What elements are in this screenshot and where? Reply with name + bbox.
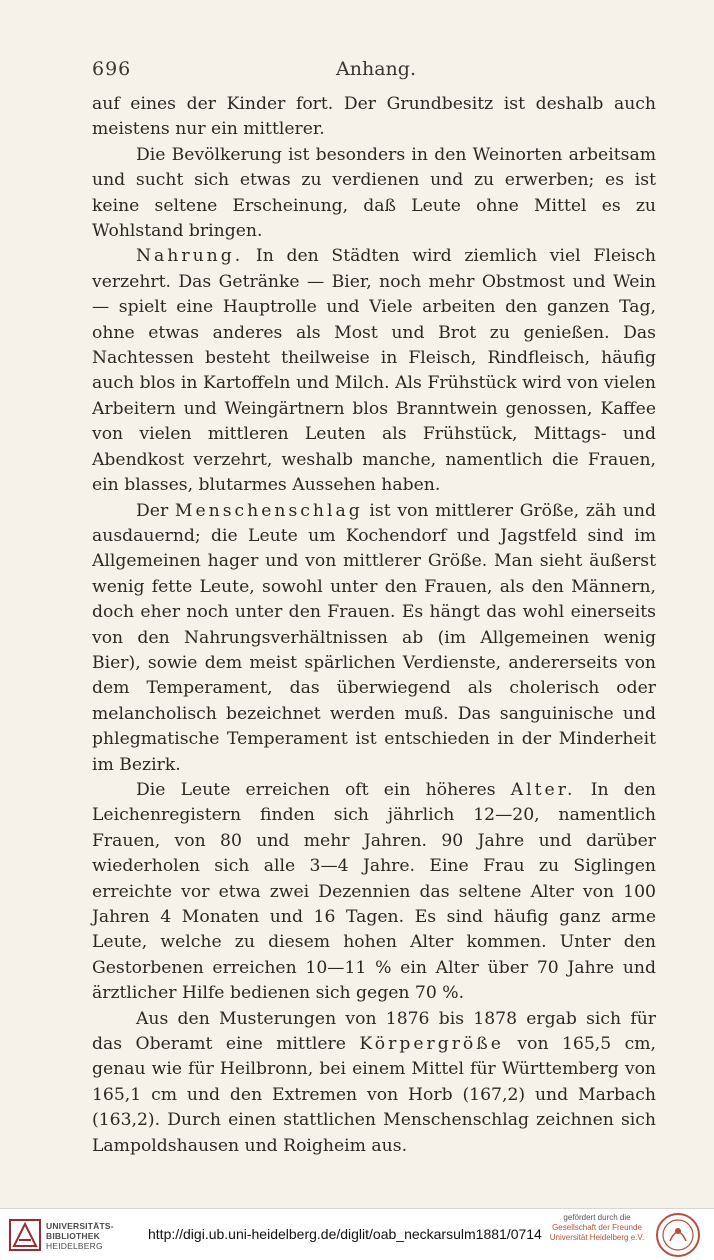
paragraph xyxy=(92,92,656,143)
funded-label: gefördert durch die xyxy=(563,1213,631,1222)
permalink-url[interactable]: http://digi.ub.uni-heidelberg.de/diglit/oab_neckarsulm1881/0714 xyxy=(148,1226,542,1242)
paragraph xyxy=(92,499,656,778)
text-segment: auf eines der Kinder fort. Der Grundbesitz ist deshalb auch meistens nur ein mittlerer. xyxy=(92,94,656,140)
text-segment: Die Leute erreichen oft ein höheres xyxy=(136,779,511,800)
text-segment: Der xyxy=(136,500,175,521)
text-segment: von 165,5 cm, genau wie für Heilbronn, bei einem Mittel für Württemberg von 165,1 cm und den Extremen von Horb (167,2) und Marbach (163,2). Durch einen stattlichen Menschenschlag zeichnen sich Lampoldshausen und Roigheim aus. xyxy=(92,1034,656,1156)
funder-line2: Universität Heidelberg e.V. xyxy=(549,1233,645,1242)
text-segment: In den Städten wird ziemlich viel Fleisch verzehrt. Das Getränke — Bier, noch mehr Obstmost und Wein — spielt eine Hauptrolle und Viele arbeiten den ganzen Tag, ohne etwas anderes als Most und Brot zu genießen. Das Nachtessen besteht theilweise in Fleisch, Rindfleisch, häufig auch blos in Kartoffeln und Milch. Als Frühstück wird von vielen Arbeitern und Weingärtnern blos Branntwein genossen, Kaffee von vielen mittleren Leuten als Frühstück, Mittags- und Abendkost verzehrt, weshalb manche, namentlich die Frauen, ein blasses, blutarmes Aussehen haben. xyxy=(92,246,656,496)
spaced-keyword: Nahrung. xyxy=(136,246,244,267)
page-body-text xyxy=(92,92,656,1159)
running-head: Anhang. xyxy=(336,58,416,80)
page-header xyxy=(92,58,660,88)
paragraph xyxy=(92,244,656,498)
text-segment: ist von mittlerer Größe, zäh und ausdauernd; die Leute um Kochendorf und Jagstfeld sind im Allgemeinen hager und von mittlerer Größe. Man sieht äußerst wenig fette Leute, sowohl unter den Frauen, als den Männern, doch eher noch unter den Frauen. Es hängt das wohl einerseits von den Nahrungsverhältnissen ab (im Allgemeinen wenig Bier), sowie dem meist spärlichen Verdienste, andererseits von dem Temperament, das überwiegend als cholerisch oder melancholisch bezeichnet werden muß. Das sanguinische und phlegmatische Temperament ist entschieden in der Minderheit im Bezirk. xyxy=(92,500,656,775)
paragraph xyxy=(92,778,656,1007)
library-name-line2: BIBLIOTHEK xyxy=(46,1231,100,1241)
text-segment: In den Leichenregistern finden sich jährlich 12—20, namentlich Frauen, von 80 und mehr Jahren. 90 Jahre und darüber wiederholen sich alle 3—4 Jahre. Eine Frau zu Siglingen erreichte vor etwa zwei Dezennien das seltene Alter von 100 Jahren 4 Monaten und 16 Tagen. Es sind häufig ganz arme Leute, welche zu diesem hohen Alter kommen. Unter den Gestorbenen erreichen 10—11 % ein Alter über 70 Jahre und ärztlicher Hilfe bedienen sich gegen 70 %. xyxy=(92,779,656,1004)
paragraph xyxy=(92,143,656,245)
library-name-line3: HEIDELBERG xyxy=(46,1241,103,1251)
university-library-logo-icon xyxy=(8,1218,42,1252)
spaced-keyword: Körpergröße xyxy=(359,1034,504,1055)
university-seal-icon xyxy=(654,1211,702,1259)
spaced-keyword: Alter. xyxy=(510,779,576,800)
page-number: 696 xyxy=(92,58,132,80)
digitization-footer xyxy=(0,1208,714,1260)
text-segment: Die Bevölkerung ist besonders in den Weinorten arbeitsam und sucht sich etwas zu verdienen und zu erwerben; es ist keine seltene Erscheinung, daß Leute ohne Mittel es zu Wohlstand bringen. xyxy=(92,144,656,242)
funding-note xyxy=(548,1213,646,1243)
text-segment: Aus den Musterungen von 1876 bis 1878 ergab sich für das Oberamt eine mittlere xyxy=(92,1008,656,1055)
library-name xyxy=(46,1221,114,1251)
paragraph xyxy=(92,1007,656,1159)
library-name-line1: UNIVERSITÄTS- xyxy=(46,1221,114,1231)
funder-line1: Gesellschaft der Freunde xyxy=(552,1223,642,1232)
spaced-keyword: Menschenschlag xyxy=(174,500,363,521)
